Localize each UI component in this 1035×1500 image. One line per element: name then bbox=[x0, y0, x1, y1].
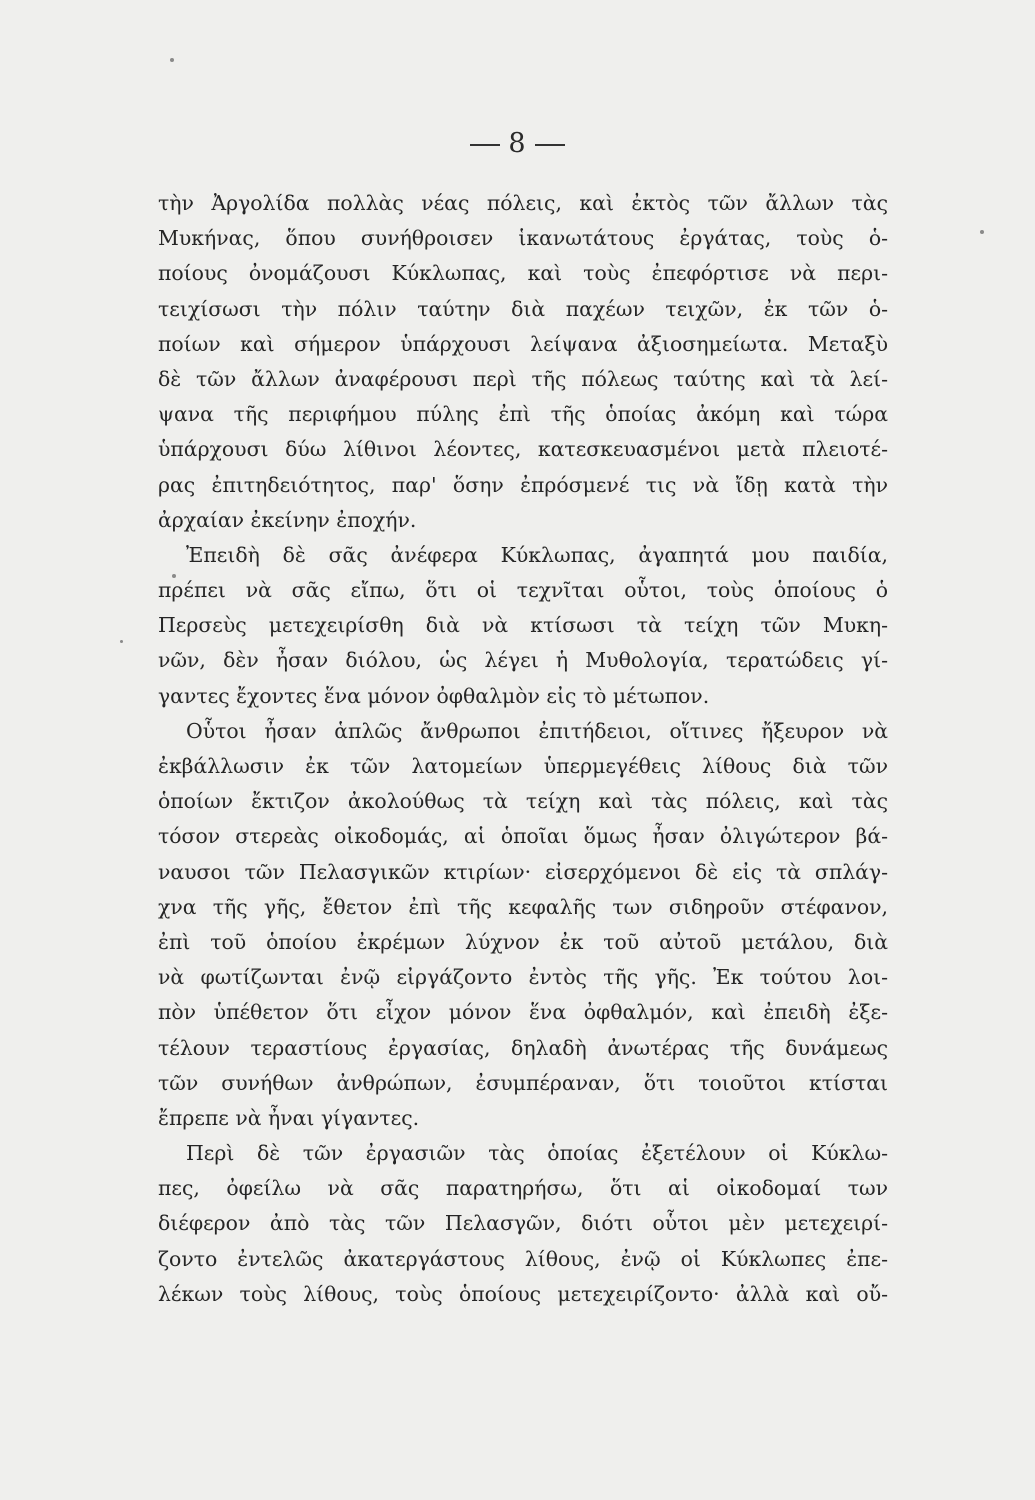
text-line: ὑπάρχουσι δύω λίθινοι λέοντες, κατεσκευασμένοι μετὰ πλειοτέ- bbox=[158, 437, 888, 462]
page-header bbox=[0, 128, 1035, 159]
text-line: νὰ φωτίζωνται ἐνῷ εἰργάζοντο ἐντὸς τῆς γῆς. Ἐκ τούτου λοι- bbox=[158, 965, 888, 990]
text-line: Περσεὺς μετεχειρίσθη διὰ νὰ κτίσωσι τὰ τείχη τῶν Μυκη- bbox=[158, 613, 888, 638]
page-body-text bbox=[158, 186, 888, 1312]
text-line: ποίων καὶ σήμερον ὑπάρχουσι λείψανα ἀξιοσημείωτα. Μεταξὺ bbox=[158, 331, 888, 356]
text-line: Οὗτοι ἦσαν ἁπλῶς ἄνθρωποι ἐπιτήδειοι, οἵτινες ἤξευρον νὰ bbox=[186, 718, 888, 743]
text-line: ἐπὶ τοῦ ὁποίου ἐκρέμων λύχνον ἐκ τοῦ αὐτοῦ μετάλου, διὰ bbox=[158, 929, 888, 954]
text-line: ρας ἐπιτηδειότητος, παρ' ὅσην ἐπρόσμενέ τις νὰ ἴδῃ κατὰ τὴν bbox=[158, 472, 888, 497]
text-line: ποίους ὀνομάζουσι Κύκλωπας, καὶ τοὺς ἐπεφόρτισε νὰ περι- bbox=[158, 261, 888, 286]
text-line: τόσον στερεὰς οἰκοδομάς, αἱ ὁποῖαι ὅμως ἦσαν ὀλιγώτερον βά- bbox=[158, 824, 888, 849]
text-line: τέλουν τεραστίους ἐργασίας, δηλαδὴ ἀνωτέρας τῆς δυνάμεως bbox=[158, 1035, 888, 1060]
text-line: Ἐπειδὴ δὲ σᾶς ἀνέφερα Κύκλωπας, ἀγαπητά μου παιδία, bbox=[186, 542, 888, 567]
text-line: λέκων τοὺς λίθους, τοὺς ὁποίους μετεχειρίζοντο· ἀλλὰ καὶ οὔ- bbox=[158, 1281, 888, 1306]
text-line: πὸν ὑπέθετον ὅτι εἶχον μόνον ἕνα ὀφθαλμόν, καὶ ἐπειδὴ ἐξε- bbox=[158, 1000, 888, 1025]
text-line: Μυκήνας, ὅπου συνήθροισεν ἱκανωτάτους ἐργάτας, τοὺς ὁ- bbox=[158, 226, 888, 251]
text-line: ἐκβάλλωσιν ἐκ τῶν λατομείων ὑπερμεγέθεις λίθους διὰ τῶν bbox=[158, 754, 888, 778]
text-line: Περὶ δὲ τῶν ἐργασιῶν τὰς ὁποίας ἐξετέλουν οἱ Κύκλω- bbox=[186, 1141, 888, 1166]
text-line: χνα τῆς γῆς, ἔθετον ἐπὶ τῆς κεφαλῆς των σιδηροῦν στέφανον, bbox=[158, 894, 888, 919]
text-line: ζοντο ἐντελῶς ἀκατεργάστους λίθους, ἐνῷ οἱ Κύκλωπες ἐπε- bbox=[158, 1246, 888, 1271]
text-line: τῶν συνήθων ἀνθρώπων, ἐσυμπέραναν, ὅτι τοιοῦτοι κτίσται bbox=[158, 1070, 888, 1095]
text-line: ψανα τῆς περιφήμου πύλης ἐπὶ τῆς ὁποίας ἀκόμη καὶ τώρα bbox=[158, 402, 888, 427]
paper-speck bbox=[980, 230, 984, 234]
page-number: 8 bbox=[508, 128, 527, 159]
text-line: πες, ὀφείλω νὰ σᾶς παρατηρήσω, ὅτι αἱ οἰκοδομαί των bbox=[158, 1176, 888, 1201]
text-line: πρέπει νὰ σᾶς εἴπω, ὅτι οἱ τεχνῖται οὗτοι, τοὺς ὁποίους ὁ bbox=[158, 578, 888, 603]
text-line: ὁποίων ἔκτιζον ἀκολούθως τὰ τείχη καὶ τὰς πόλεις, καὶ τὰς bbox=[158, 789, 888, 814]
text-line: ναυσοι τῶν Πελασγικῶν κτιρίων· εἰσερχόμενοι δὲ εἰς τὰ σπλάγ- bbox=[158, 859, 888, 884]
text-line: νῶν, δὲν ἦσαν διόλου, ὡς λέγει ἡ Μυθολογία, τερατώδεις γί- bbox=[158, 648, 888, 673]
text-line: ἔπρεπε νὰ ἦναι γίγαντες. bbox=[158, 1105, 420, 1130]
text-line: γαντες ἔχοντες ἕνα μόνον ὀφθαλμὸν εἰς τὸ μέτωπον. bbox=[158, 683, 710, 708]
text-line: ἀρχαίαν ἐκείνην ἐποχήν. bbox=[158, 507, 417, 532]
text-line: διέφερον ἀπὸ τὰς τῶν Πελασγῶν, διότι οὗτοι μὲν μετεχειρί- bbox=[158, 1211, 888, 1236]
paper-speck bbox=[120, 640, 123, 643]
text-line: τὴν Ἀργολίδα πολλὰς νέας πόλεις, καὶ ἐκτὸς τῶν ἄλλων τὰς bbox=[158, 191, 888, 215]
text-line: τειχίσωσι τὴν πόλιν ταύτην διὰ παχέων τειχῶν, ἐκ τῶν ὁ- bbox=[158, 296, 888, 321]
header-dash-right bbox=[535, 144, 565, 146]
text-line: δὲ τῶν ἄλλων ἀναφέρουσι περὶ τῆς πόλεως ταύτης καὶ τὰ λεί- bbox=[158, 366, 888, 391]
paper-speck bbox=[170, 58, 174, 62]
header-dash-left bbox=[470, 144, 500, 146]
